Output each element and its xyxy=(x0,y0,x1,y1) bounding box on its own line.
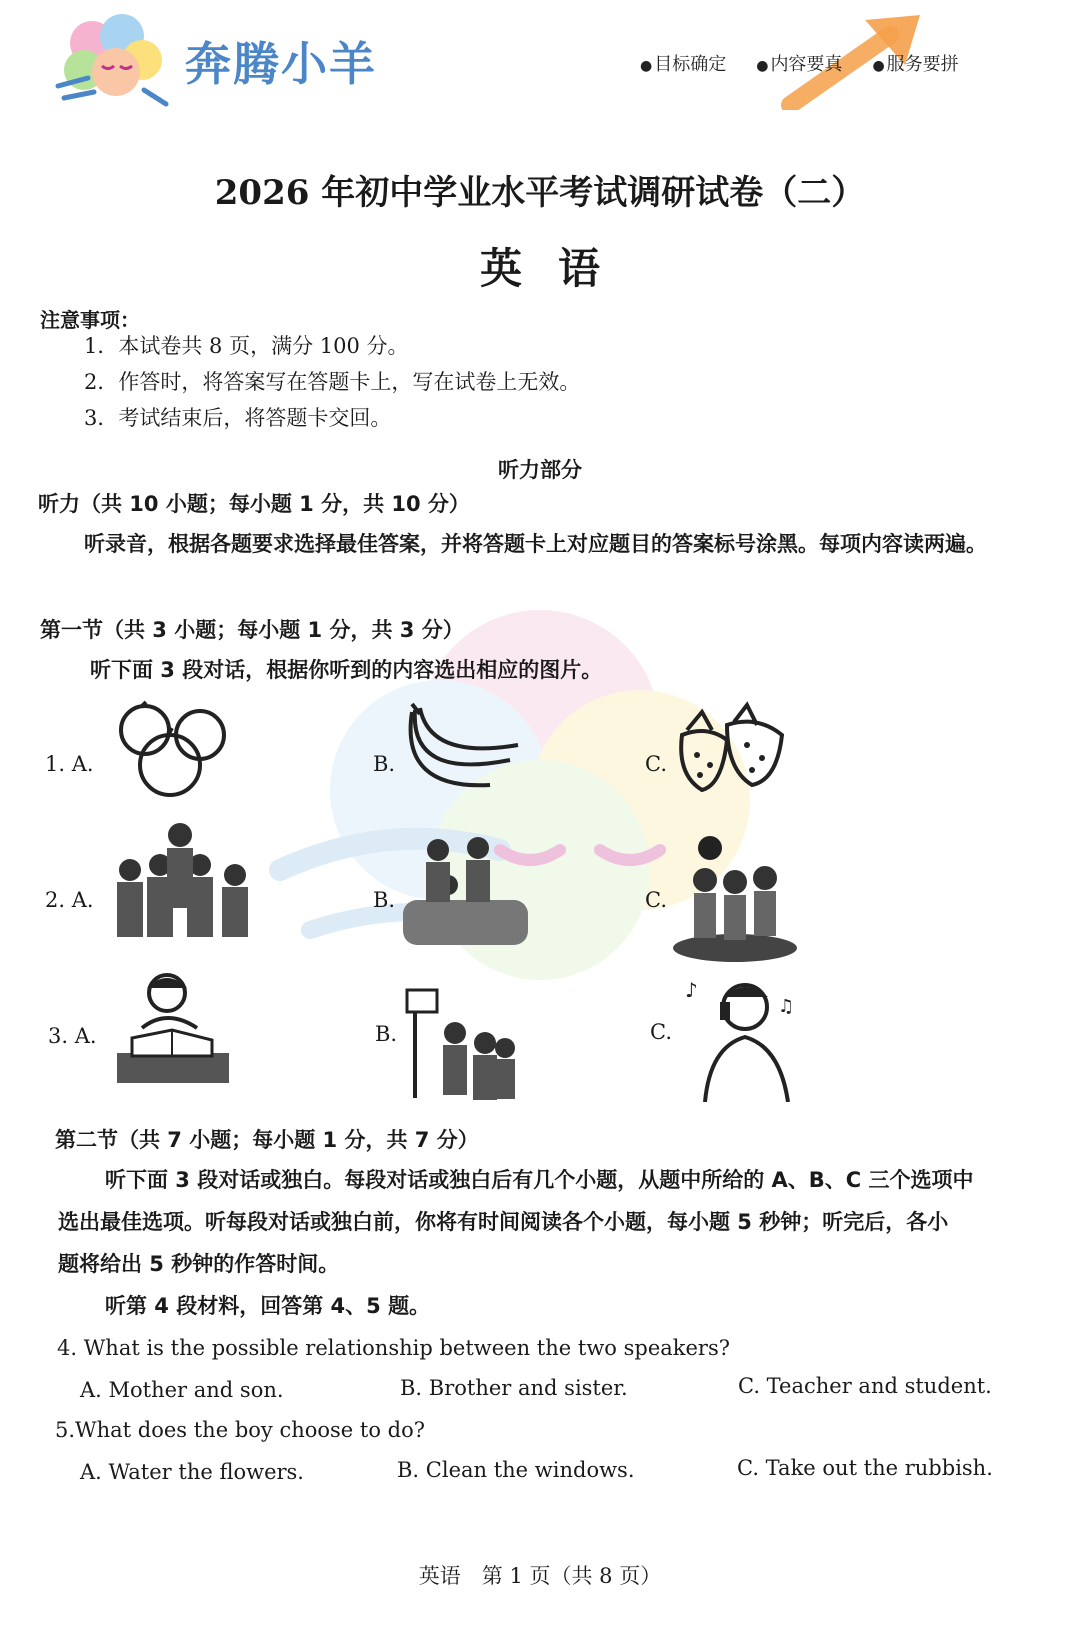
children-playing-picture xyxy=(670,830,805,965)
basketball-picture xyxy=(405,988,525,1103)
bananas-picture xyxy=(400,700,525,800)
listening-to-music-picture xyxy=(680,972,805,1102)
listening-section-title: 听力部分 xyxy=(498,458,582,482)
brand-logo-icon xyxy=(54,8,174,108)
listening-heading: 听力（共 10 小题；每小题 1 分，共 10 分） xyxy=(38,492,470,516)
slogan-item: ● 服务要拼 xyxy=(872,50,958,76)
question-2-label: 2. A. xyxy=(45,888,94,912)
svg-text:♫: ♫ xyxy=(778,996,795,1017)
option-b-label: B. xyxy=(373,752,396,776)
slogan-item: ● 目标确定 xyxy=(640,50,726,76)
option-c-label: C. xyxy=(645,888,667,912)
question-1-label: 1. A. xyxy=(45,752,94,776)
option-b-label: B. xyxy=(373,888,396,912)
material-note: 听第 4 段材料，回答第 4、5 题。 xyxy=(105,1294,431,1318)
question-4-option-c: C. Teacher and student. xyxy=(738,1374,992,1398)
option-c-label: C. xyxy=(645,752,667,776)
question-5-option-c: C. Take out the rubbish. xyxy=(737,1456,993,1480)
question-5-stem: 5.What does the boy choose to do? xyxy=(55,1418,425,1442)
question-4-option-b: B. Brother and sister. xyxy=(400,1376,628,1400)
boy-reading-picture xyxy=(112,968,232,1088)
slogan-item: ● 内容要真 xyxy=(756,50,842,76)
svg-text:♪: ♪ xyxy=(685,978,698,1002)
listening-instruction: 听录音，根据各题要求选择最佳答案，并将答题卡上对应题目的答案标号涂黑。每项内容读两遍。 xyxy=(84,532,987,556)
question-4-stem: 4. What is the possible relationship between the two speakers? xyxy=(57,1336,731,1360)
notice-item: 1．本试卷共 8 页，满分 100 分。 xyxy=(84,334,409,358)
exam-title: 2026 年初中学业水平考试调研试卷（二） xyxy=(214,173,866,213)
question-5-option-b: B. Clean the windows. xyxy=(397,1458,635,1482)
oranges-picture xyxy=(110,700,235,800)
part1-instruction: 听下面 3 段对话，根据你听到的内容选出相应的图片。 xyxy=(90,658,603,682)
part2-instruction-line: 听下面 3 段对话或独白。每段对话或独白后有几个小题，从题中所给的 A、B、C 三个选项中 xyxy=(105,1168,974,1192)
group-of-students-picture xyxy=(105,820,255,945)
option-c-label: C. xyxy=(650,1020,672,1044)
part2-instruction-line: 题将给出 5 秒钟的作答时间。 xyxy=(58,1252,340,1276)
notice-item: 2．作答时，将答案写在答题卡上，写在试卷上无效。 xyxy=(84,370,581,394)
notice-heading: 注意事项： xyxy=(40,308,140,332)
slogan-list xyxy=(640,50,959,76)
option-b-label: B. xyxy=(375,1022,398,1046)
question-4-option-a: A. Mother and son. xyxy=(80,1378,284,1402)
part1-heading: 第一节（共 3 小题；每小题 1 分，共 3 分） xyxy=(40,618,464,642)
brand-name: 奔腾小羊 xyxy=(185,37,377,91)
question-3-label: 3. A. xyxy=(48,1024,97,1048)
part2-heading: 第二节（共 7 小题；每小题 1 分，共 7 分） xyxy=(55,1128,479,1152)
question-5-option-a: A. Water the flowers. xyxy=(80,1460,304,1484)
page-footer: 英语 第 1 页（共 8 页） xyxy=(418,1564,662,1588)
family-on-sofa-picture xyxy=(398,830,533,955)
strawberries-picture xyxy=(672,700,792,800)
notice-item: 3．考试结束后，将答题卡交回。 xyxy=(84,406,392,430)
subject-title: 英语 xyxy=(479,244,636,293)
part2-instruction-line: 选出最佳选项。听每段对话或独白前，你将有时间阅读各个小题，每小题 5 秒钟；听完后，各小 xyxy=(58,1210,949,1234)
